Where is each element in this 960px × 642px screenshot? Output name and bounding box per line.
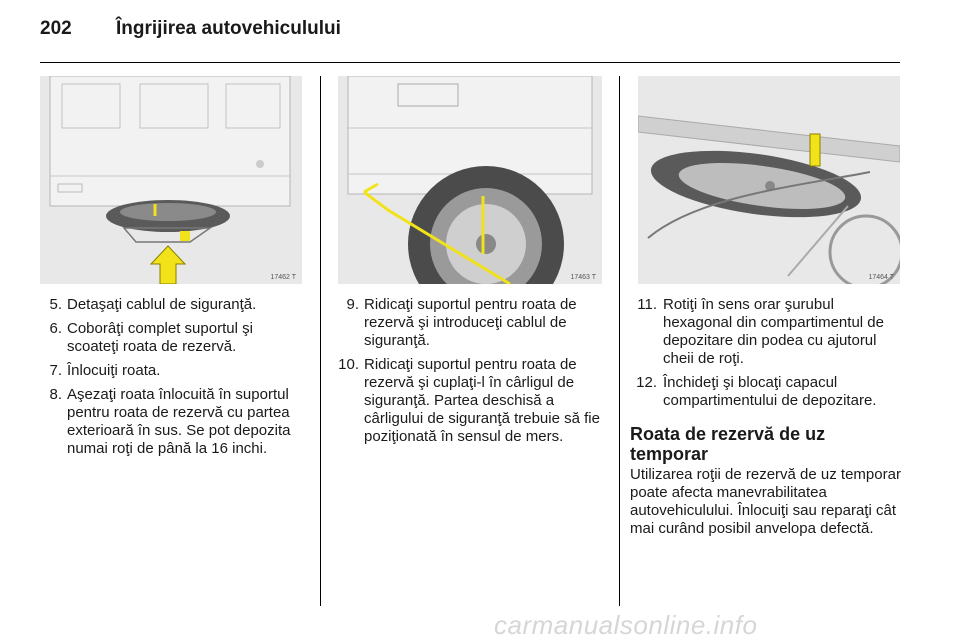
column-divider-left (320, 76, 321, 606)
step-number: 7. (49, 362, 62, 379)
section-heading: Roata de rezervă de uz temporar (630, 424, 826, 464)
step-item (48, 296, 306, 314)
figure-number: 17463 T (570, 274, 596, 281)
step-item (630, 374, 902, 410)
step-list (48, 296, 306, 458)
step-number: 8. (49, 386, 62, 403)
step-list (330, 296, 602, 446)
step-item (48, 386, 306, 458)
column-middle (330, 296, 602, 452)
step-number: 12. (636, 374, 657, 391)
section-body: Utilizarea roţii de rezervă de uz temporar poate afecta manevrabilitatea autovehiculului. Înlocuiţi sau reparaţi cât mai curând posibil anvelopa defectă. (630, 466, 901, 537)
step-number: 9. (346, 296, 359, 313)
figure-spare-wheel-secured (638, 76, 900, 284)
step-text: Coborâţi complet suportul şi scoateţi roata de rezervă. (67, 320, 253, 355)
spare-wheel-secured-icon (638, 76, 900, 284)
spare-wheel-lowered-icon (40, 76, 302, 284)
figure-spare-wheel-raised (338, 76, 602, 284)
step-text: Aşezaţi roata înlocuită în suportul pentru roata de rezervă cu partea exterioară în sus. Se pot depozita numai roţi de până la 16 inchi. (67, 386, 291, 457)
step-item (330, 356, 602, 446)
step-number: 5. (49, 296, 62, 313)
watermark: carmanualsonline.info (494, 610, 758, 640)
column-divider-right (619, 76, 620, 606)
step-number: 10. (338, 356, 359, 373)
step-number: 6. (49, 320, 62, 337)
column-right (630, 296, 902, 538)
step-text: Rotiţi în sens orar şurubul hexagonal din compartimentul de depozitare din podea cu ajutorul cheii de roţi. (663, 296, 884, 367)
step-list (630, 296, 902, 410)
column-left (48, 296, 306, 464)
step-text: Ridicaţi suportul pentru roata de rezervă şi cuplaţi-l în cârligul de siguranţă. Partea deschisă a cârligului de siguranţă trebuie să fie poziţionată în sensul de mers. (364, 356, 600, 445)
step-item (48, 320, 306, 356)
figure-number: 17462 T (270, 274, 296, 281)
page-number: 202 (40, 18, 72, 39)
step-text: Închideţi şi blocaţi capacul compartimentului de depozitare. (663, 374, 877, 409)
spare-wheel-raised-icon (338, 76, 602, 284)
figure-number: 17464 T (868, 274, 894, 281)
step-item (330, 296, 602, 350)
page-header (40, 18, 341, 42)
step-text: Înlocuiţi roata. (67, 362, 161, 379)
header-rule (40, 62, 900, 63)
page-title: Îngrijirea autovehiculului (116, 18, 341, 39)
step-text: Ridicaţi suportul pentru roata de rezervă şi introduceţi cablul de siguranţă. (364, 296, 577, 349)
step-text: Detaşaţi cablul de siguranţă. (67, 296, 257, 313)
step-number: 11. (637, 296, 657, 313)
step-item (48, 362, 306, 380)
step-item (630, 296, 902, 368)
figure-spare-wheel-lowered (40, 76, 302, 284)
